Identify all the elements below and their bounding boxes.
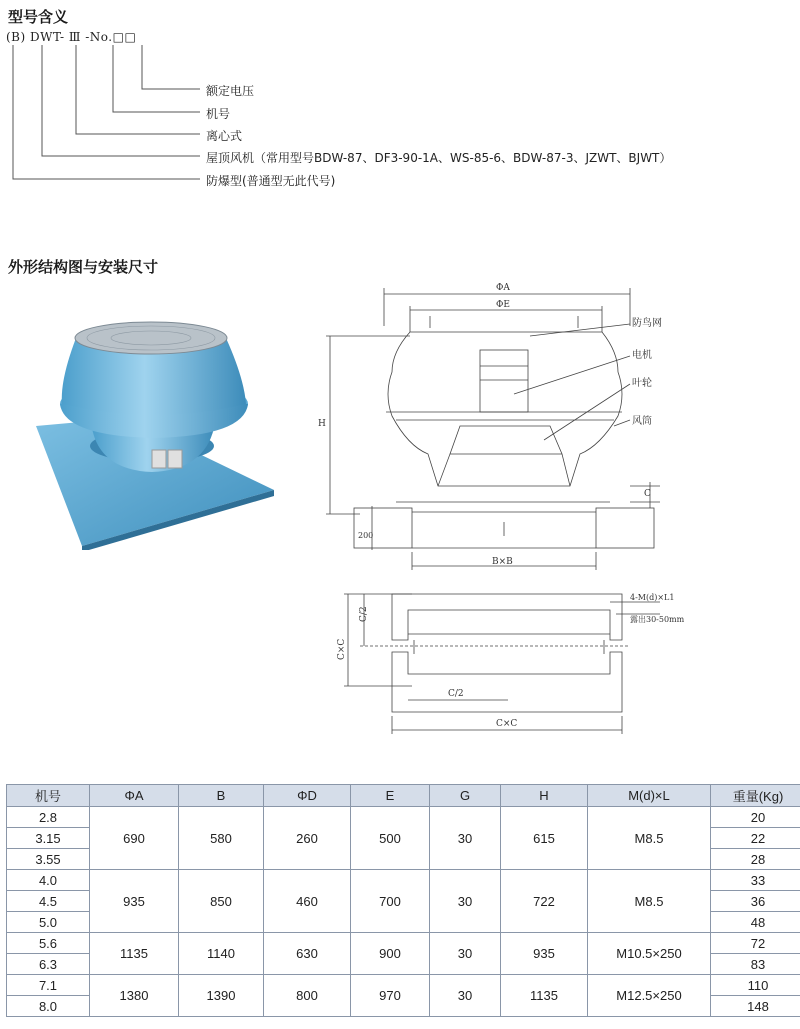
dim-c-half-horizontal: C/2 [448, 689, 464, 699]
callout-bird-net: 防鸟网 [632, 318, 662, 329]
th-b: B [179, 785, 264, 807]
th-weight: 重量(Kg) [711, 785, 800, 807]
table-row [7, 807, 800, 828]
cell-model: 5.6 [7, 933, 90, 954]
cell-weight: 148 [711, 996, 800, 1017]
cell-g: 30 [430, 975, 501, 1017]
cell-model: 4.0 [7, 870, 90, 891]
code-box: □ [124, 30, 137, 44]
cell-b: 1390 [179, 975, 264, 1017]
cell-model: 6.3 [7, 954, 90, 975]
code-prefix: (B) [6, 30, 26, 44]
code-roman: Ⅲ [68, 30, 81, 44]
cell-b: 580 [179, 807, 264, 870]
cell-b: 850 [179, 870, 264, 933]
cell-weight: 33 [711, 870, 800, 891]
table-row [7, 933, 800, 954]
cell-g: 30 [430, 870, 501, 933]
dim-h: H [318, 419, 326, 429]
legend-centrifugal: 离心式 [206, 129, 243, 143]
callout-impeller: 叶轮 [632, 378, 652, 389]
cell-weight: 22 [711, 828, 800, 849]
table-row [7, 870, 800, 891]
cell-phi-a: 690 [90, 807, 179, 870]
dim-bxb: B×B [492, 557, 513, 567]
cell-e: 900 [351, 933, 430, 975]
th-phi-d: ΦD [264, 785, 351, 807]
cell-e: 700 [351, 870, 430, 933]
dim-200: 200 [358, 531, 374, 540]
legend-roof-fan: 屋顶风机（常用型号BDW-87、DF3-90-1A、WS-85-6、BDW-87-3、JZWT、BJWT） [206, 151, 672, 165]
spec-table [6, 784, 800, 1017]
dim-cxc-horizontal: C×C [496, 719, 518, 729]
cell-m: M8.5 [588, 870, 711, 933]
cell-weight: 72 [711, 933, 800, 954]
cell-m: M8.5 [588, 807, 711, 870]
cell-weight: 20 [711, 807, 800, 828]
cell-model: 7.1 [7, 975, 90, 996]
cell-phi-d: 260 [264, 807, 351, 870]
note-exposed: 露出30-50mm [630, 615, 685, 624]
cell-m: M10.5×250 [588, 933, 711, 975]
dim-phi-a: ΦA [496, 283, 510, 293]
callout-motor: 电机 [632, 350, 652, 361]
th-g: G [430, 785, 501, 807]
cell-m: M12.5×250 [588, 975, 711, 1017]
cell-model: 3.55 [7, 849, 90, 870]
cell-h: 1135 [501, 975, 588, 1017]
cell-e: 970 [351, 975, 430, 1017]
th-phi-a: ΦA [90, 785, 179, 807]
cell-weight: 83 [711, 954, 800, 975]
table-row [7, 975, 800, 996]
th-h: H [501, 785, 588, 807]
legend-explosion-proof: 防爆型(普通型无此代号) [206, 174, 336, 188]
cell-weight: 110 [711, 975, 800, 996]
code-sep: - [85, 30, 90, 44]
cell-e: 500 [351, 807, 430, 870]
legend-model-number: 机号 [206, 107, 231, 121]
front-elevation-drawing [300, 276, 670, 576]
cell-model: 5.0 [7, 912, 90, 933]
code-box: □ [112, 30, 125, 44]
legend-rated-voltage: 额定电压 [206, 84, 255, 98]
roof-fan-photo [30, 300, 280, 550]
cell-weight: 28 [711, 849, 800, 870]
cell-phi-a: 1380 [90, 975, 179, 1017]
cell-weight: 36 [711, 891, 800, 912]
cell-model: 2.8 [7, 807, 90, 828]
model-code-leader-lines [0, 0, 230, 200]
cell-h: 722 [501, 870, 588, 933]
table-header-row [7, 785, 800, 807]
cell-h: 935 [501, 933, 588, 975]
cell-phi-d: 630 [264, 933, 351, 975]
code-sep: - [59, 30, 65, 44]
cell-g: 30 [430, 933, 501, 975]
cell-weight: 48 [711, 912, 800, 933]
cell-g: 30 [430, 807, 501, 870]
dim-c: C [644, 489, 651, 499]
callout-duct: 风筒 [632, 416, 652, 427]
cell-model: 4.5 [7, 891, 90, 912]
cell-phi-d: 460 [264, 870, 351, 933]
cell-model: 3.15 [7, 828, 90, 849]
th-model: 机号 [7, 785, 90, 807]
cell-phi-a: 1135 [90, 933, 179, 975]
code-series: DWT [30, 30, 60, 44]
note-bolts: 4-M(d)×L1 [630, 593, 675, 602]
dim-phi-e: ΦE [496, 300, 510, 310]
section-title-model-meaning: 型号含义 [8, 8, 69, 26]
cell-phi-a: 935 [90, 870, 179, 933]
dim-cxc-vertical: C×C [337, 638, 347, 660]
cell-model: 8.0 [7, 996, 90, 1017]
th-e: E [351, 785, 430, 807]
code-no: No. [89, 30, 113, 44]
cell-b: 1140 [179, 933, 264, 975]
section-title-outline: 外形结构图与安装尺寸 [8, 258, 159, 276]
cell-phi-d: 800 [264, 975, 351, 1017]
cell-h: 615 [501, 807, 588, 870]
curb-installation-drawing [330, 588, 690, 738]
dim-c-half-vertical: C/2 [359, 606, 369, 622]
th-m: M(d)×L [588, 785, 711, 807]
